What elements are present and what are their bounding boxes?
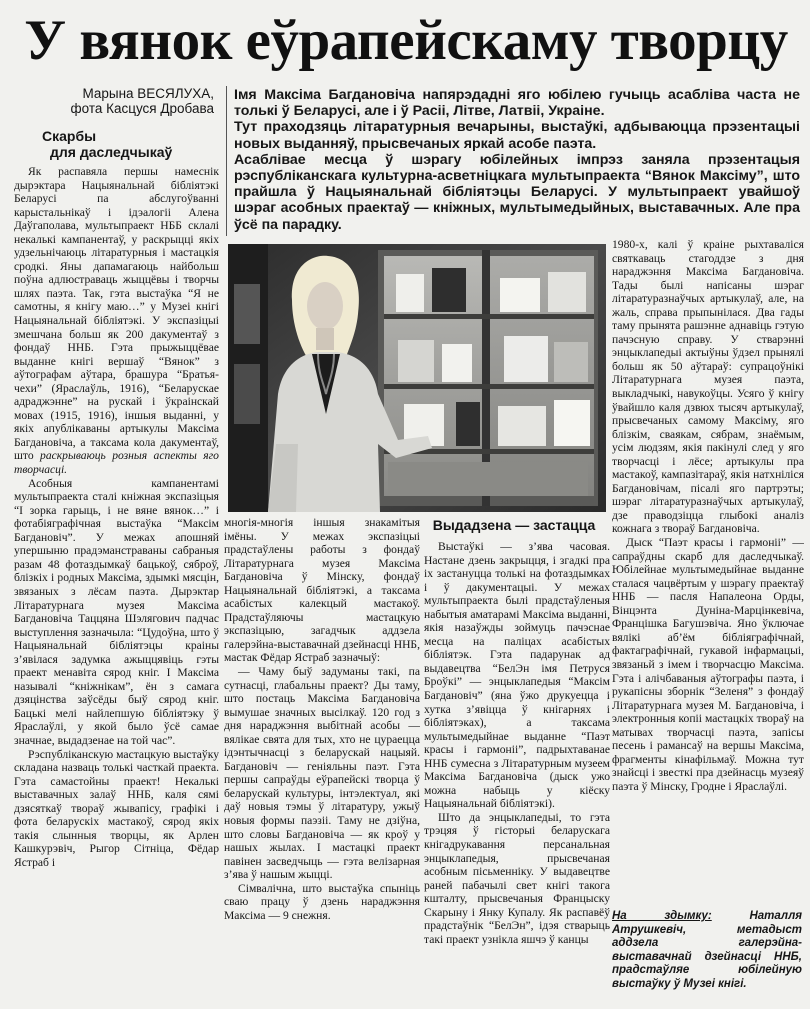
photo-caption: [612, 910, 802, 991]
byline-photographer: фота Касцуся Дробава: [70, 101, 214, 116]
byline: [36, 86, 214, 116]
exhibition-photo: [228, 244, 606, 512]
article-column-3: [424, 540, 610, 1000]
lead-part-3: Асаблівае месца ў шэрагу юбілейных імпрэз заняла прэзентацыя рэспубліканскага культурна-асветніцкага мультыпраекта “Вянок Максіму”, што прайшла ў Нацыянальнай бібліятэцы Беларусі. У мультыпраект увайшоў шэраг асобных праектаў — кніжных, мультымедыйных, выставачных. Але пра ўсё па парадку.: [234, 151, 800, 233]
paragraph: — Чаму быў задуманы такі, па сутнасці, глабальны праект? Ды таму, што постаць Максіма Багдановіча вымушае значных высілкаў. 120 год з дня нараджэння выбітнай асобы — вялікае свята для тых, хто не цураецца ідэнтычнасці з беларускай нацыяй. Багдановіч — геніяльны паэт. Гэта першы сапраўды еўрапейскі творца ў беларускай культуры, інтэлектуал, які даў новыя тэмы ў літаратуру, ужыў новыя формы паэзіі. Таму не дзіўна, што словы Багдановіча — як кроў у нашых жылах. І мастацкі праект павінен засведчыць — гэта велізарная з’ява ў нашым жыцці.: [224, 665, 420, 882]
subheading-line-1: Скарбы: [42, 128, 97, 144]
subheading-treasures: [42, 128, 202, 160]
article-column-2: [224, 516, 420, 1000]
paragraph: Сімвалічна, што выстаўка спыніць сваю працу ў дзень нараджэння Максіма — 9 снежня.: [224, 881, 420, 922]
paragraph: Што да энцыклапедыі, то гэта трэцяя ў гісторыі беларускага кнігадрукавання персанальная энцыклапедыя, прысвечаная асобным пісьменніку. У выдавецтве раней пабачылі свет кнігі такога кшталту, прысвечаныя Францыску Скарыну і Янку Купалу. Як распавёў прадстаўнік “БелЭн”, ідэя стварыць такі праект узнікла яшчэ ў канцы: [424, 810, 610, 946]
paragraph: [14, 165, 219, 477]
paragraph: Выстаўкі — з’ява часовая. Настане дзень закрыцця, і згадкі пра іх застануцца толькі на фотаздымках і ў дакументацыі. У межах мультыпраекта былі прадстаўленыя набытыя аматарамі Максіма выданні, якія назаўжды зоймуць пачэснае месца на паліцах асабістых бібліятэк. Гэта падарунак ад выдавецтва “БелЭн імя Петруся Броўкі” — энцыклапедыя “Максім Багдановіч” (яна ўжо друкуецца і хутка з’явіцца ў кнігарнях і бібліятэках), а таксама мультымедыйнае выданне “Паэт красы і гармоніі”, падрыхтаванае ННБ сумесна з Літаратурным музеем Максіма Багдановіча (дыск ужо можна набыць у кіёску Нацыянальнай бібліятэкі).: [424, 540, 610, 811]
paragraph: многія-многія іншыя знакамітыя імёны. У межах экспазіцыі прадстаўлены работы з фондаў Літаратурнага музея Максіма Багдановіча ў Мінску, фондаў Нацыянальнай бібліятэкі, а таксама асабістых калекцый мастакоў. Прадстаўляючы мастацкую экспазіцыю, загадчык аддзела галерэйна-выставачнай дзейнасці ННБ, мастак Фёдар Ястраб зазначыў:: [224, 516, 420, 665]
caption-label: На здымку:: [612, 910, 712, 922]
headline: У вянок еўрапейскаму творцу: [24, 9, 788, 72]
caption-text: Наталля Атрушкевіч, метадыст аддзела галерэйна-выставачнай дзейнасці ННБ, прадстаўляе юбілейную выстаўку ў Музеі кнігі.: [612, 910, 802, 990]
paragraph: Дыск “Паэт красы і гармоніі” — сапраўдны скарб для даследчыкаў. Юбілейнае мультымедыйнае выданне сталася чацвёртым у шэрагу праектаў ННБ — пасля Напалеона Орды, Вінцэнта Дуніна-Марцінкевіча, Францішка Багушэвіча. Яно ўключае вялікі аб’ём бібліяграфічнай, фактаграфічнай, гукавой інфармацыі, звязаньй з імем і творчасцю Максіма. Гэта і алічбаваныя аўтографы паэта, і рукапісны зборнік “Зеленя” з фондаў Літаратурнага музея М. Багдановіча, і электронныя копіі мастацкіх твораў на матывах творчасці паэта, запісы песень і рамансаў на вершы Максіма, фрагменты кінафільмаў. Можна тут знайсці і звесткі пра дзейнасць музеяў паэта ў Мінску, Гродне і Яраслаўлі.: [612, 536, 804, 793]
paragraph-text: Як распавяла першы намеснік дырэктара Нацыянальнай бібліятэкі Беларусі па абслугоўванні карыстальнікаў і ідэалогіі Алена Даўгаполава, мультыпраект НББ склалі некалькі кампанентаў, у раскрыцці якіх удзельнічаюць літаратурныя і мастацкія сродкі. Яны дапамагаюць найбольш поўна адлюстраваць жыццёвы і творчы шлях паэта. Так, гэта выстаўка “Я не самотны, я кнігу маю…” у Музеі кнігі Нацыянальнай бібліятэкі. У экспазіцыі змешчана больш як 200 дакументаў з фондаў ННБ. Гэта прыжыццёвае выданне кнігі вершаў “Вянок” з аўтографам аўтара, брашура “Братья-чехи” (Яраслаўль, 1916), “Беларускае адраджэнне” на рускай і ўкраінскай мовах (1915, 1916), іншыя выданні, у якіх апублікаваны артыкулы Максіма Багдановіча, а таксама кола дакументаў, што: [14, 165, 219, 463]
subheading-published: Выдадзена — застацца: [432, 517, 596, 533]
paragraph: Асобныя кампанентамі мультыпраекта сталі кніжная экспазіцыя “І зорка гарыць, і не вяне вянок…” і фотабіяграфічная выстаўка “Максім Багдановіч”. У межах апошняй упершыню прадэманстраваны сабраныя разам 48 фотаздымкаў бацькоў, сяброў, блізкіх і родных Максіма, здымкі мясцін, звязаных з лёсам паэта. Дырэктар Літаратурнага музея Максіма Багдановіча Таццяна Шэлягович падчас выступлення зазначыла: “Цудоўна, што ў Нацыянальнай бібліятэцы краіны з’явілася задумка ажыццявіць гэты праект менавіта сярод кніг. І Максіма называлі “кніжнікам”, ён з самага дзяцінства заўсёды быў сярод кніг. Бацькі мелі найлепшую бібліятэку ў Яраслаўлі, у якой было ўсё самае значнае, выдадзенае на той час”.: [14, 476, 219, 747]
lead-part-2: Тут праходзяць літаратурныя вечарыны, выстаўкі, адбываюцца прэзентацыі новых выданняў, прысвечаных яркай асобе паэта.: [234, 119, 800, 152]
article-column-4: [612, 238, 804, 998]
byline-author: Марына ВЕСЯЛУХА,: [82, 86, 214, 101]
paragraph: Рэспубліканскую мастацкую выстаўку складана назваць толькі часткай праекта. Гэта самастойны праект! Некалькі выставачных залаў ННБ, каля сямі дзясяткаў твораў жывапісу, графікі і фота беларускіх мастакоў, сярод якіх такія слынныя творцы, як Арлен Кашкурэвіч, Рыгор Сітніца, Фёдар Ястраб і: [14, 747, 219, 869]
paragraph: 1980-х, калі ў краіне рыхтаваліся святкаваць стагоддзе з дня нараджэння Максіма Багдановіча. Тады былі напісаны шэраг літаратуразнаўчых артыкулаў, але, на жаль, справа прыпынілася. Два гады таму прынята рашэнне аднавіць гэтую пачэсную справу. У стварэнні энцыклапедыі актыўны ўдзел прынялі больш як 50 аўтараў: супрацоўнікі Літаратурнага музея паэта, выкладчыкі, навукоўцы. Усяго ў кнігу ўвайшло каля дзвюх тысяч артыкулаў, прысвечаных самому Максіму, яго блізкім, сваякам, сябрам, знаёмым, усім людзям, якія пакінулі след у яго творчасці і лёсе; артыкулы пра мастакоў, кампазітараў, якія натхніліся Багдановічам, пісалі яго партрэты; шэраг літаратуразнаўчых артыкулаў, дзе праводзіцца глыбокі аналіз кожнага з твораў Багдановіча.: [612, 238, 804, 536]
subheading-line-2: для даследчыкаў: [50, 144, 173, 160]
lead-paragraph: [234, 87, 800, 233]
photo-illustration: [228, 244, 606, 512]
lead-part-1: Імя Максіма Багдановіча напярэдадні яго юбілею гучыць асабліва часта не толькі ў Беларусі, але і ў Расіі, Літве, Латвіі, Украіне.: [234, 87, 800, 120]
article-column-1: [14, 165, 219, 1000]
column-divider: [226, 86, 227, 236]
italic-phrase: раскрываюць розныя аспекты яго творчасці.: [14, 449, 219, 477]
